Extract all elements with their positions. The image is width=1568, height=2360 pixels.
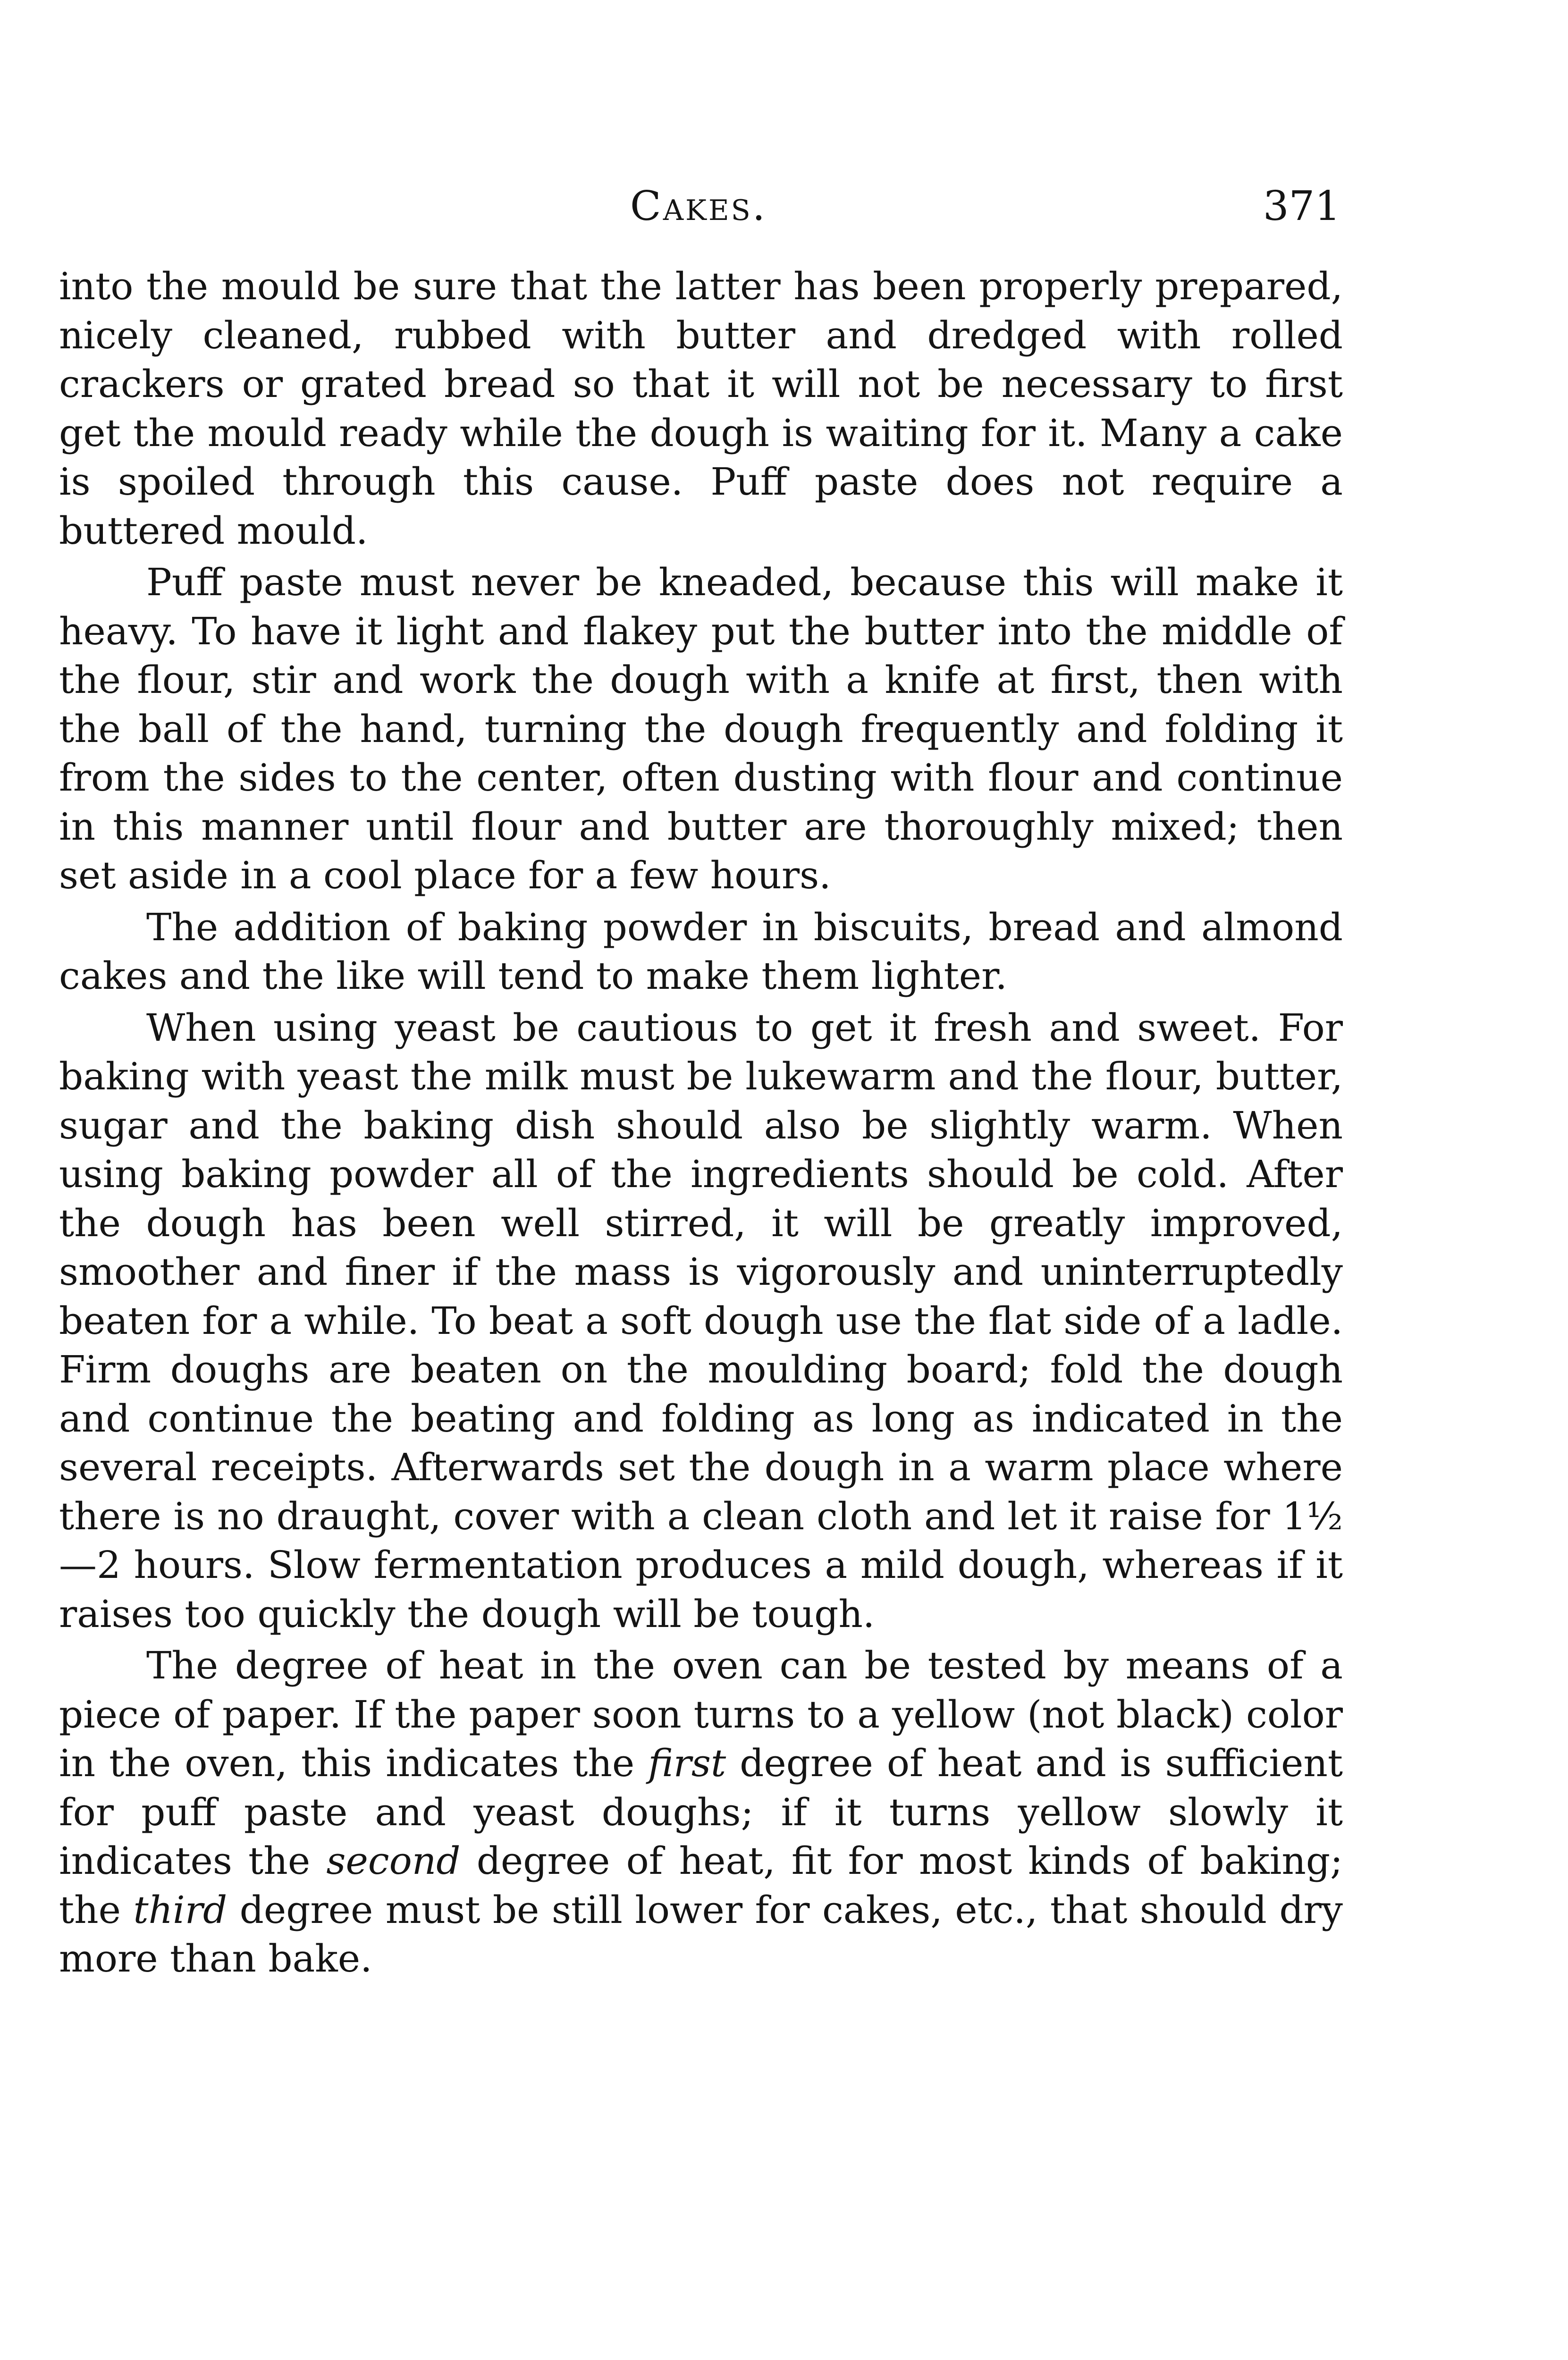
paragraph-text: degree of heat and is sufficient for puff paste and yeast doughs; if it turns yellow slowly it indicates the — [59, 1741, 1343, 1883]
paragraph-4 — [59, 1003, 1343, 1639]
paragraph-text: The addition of baking powder in biscuits, bread and almond cakes and the like will tend to make them lighter. — [59, 905, 1343, 998]
page-number: 371 — [1263, 183, 1340, 230]
italic-term-third: third — [133, 1888, 228, 1932]
italic-term-first: first — [648, 1741, 726, 1785]
paragraph-text: into the mould be sure that the latter has been properly prepared, nicely cleaned, rubbed with butter and dredged with rolled crackers or grated bread so that it will not be necessary to first get the mould ready while the dough is waiting for it. Many a cake is spoiled through this cause. Puff paste does not require a buttered mould. — [59, 264, 1343, 553]
paragraph-3 — [59, 903, 1343, 1001]
paragraph-text: degree of heat, fit for most kinds of baking; the — [59, 1839, 1343, 1932]
paragraph-1 — [59, 262, 1343, 555]
paragraph-text: Puff paste must never be kneaded, because this will make it heavy. To have it light and flakey put the butter into the middle of the flour, stir and work the dough with a knife at first, then with the ball of the hand, turning the dough frequently and folding it from the sides to the center, often dusting with flour and continue in this manner until flour and butter are thoroughly mixed; then set aside in a cool place for a few hours. — [59, 560, 1343, 897]
paragraph-5 — [59, 1641, 1343, 1983]
page-header — [57, 176, 1340, 237]
running-title: Cakes. — [630, 183, 767, 230]
body-text — [59, 262, 1343, 1983]
paragraph-text: degree must be still lower for cakes, etc., that should dry more than bake. — [59, 1888, 1343, 1981]
italic-term-second: second — [326, 1839, 461, 1883]
paragraph-text: When using yeast be cautious to get it fresh and sweet. For baking with yeast the milk must be lukewarm and the flour, butter, sugar and the baking dish should also be slightly warm. When using baking powder all of the ingredients should be cold. After the dough has been well stirred, it will be greatly improved, smoother and finer if the mass is vigorously and uninterruptedly beaten for a while. To beat a soft dough use the flat side of a ladle. Firm doughs are beaten on the moulding board; fold the dough and continue the beating and folding as long as indicated in the several receipts. Afterwards set the dough in a warm place where there is no draught, cover with a clean cloth and let it raise for 1½—2 hours. Slow fermentation produces a mild dough, whereas if it raises too quickly the dough will be tough. — [59, 1005, 1343, 1636]
paragraph-text: The degree of heat in the oven can be tested by means of a piece of paper. If the paper soon turns to a yellow (not black) color in the oven, this indicates the — [59, 1644, 1343, 1785]
paragraph-2 — [59, 558, 1343, 900]
